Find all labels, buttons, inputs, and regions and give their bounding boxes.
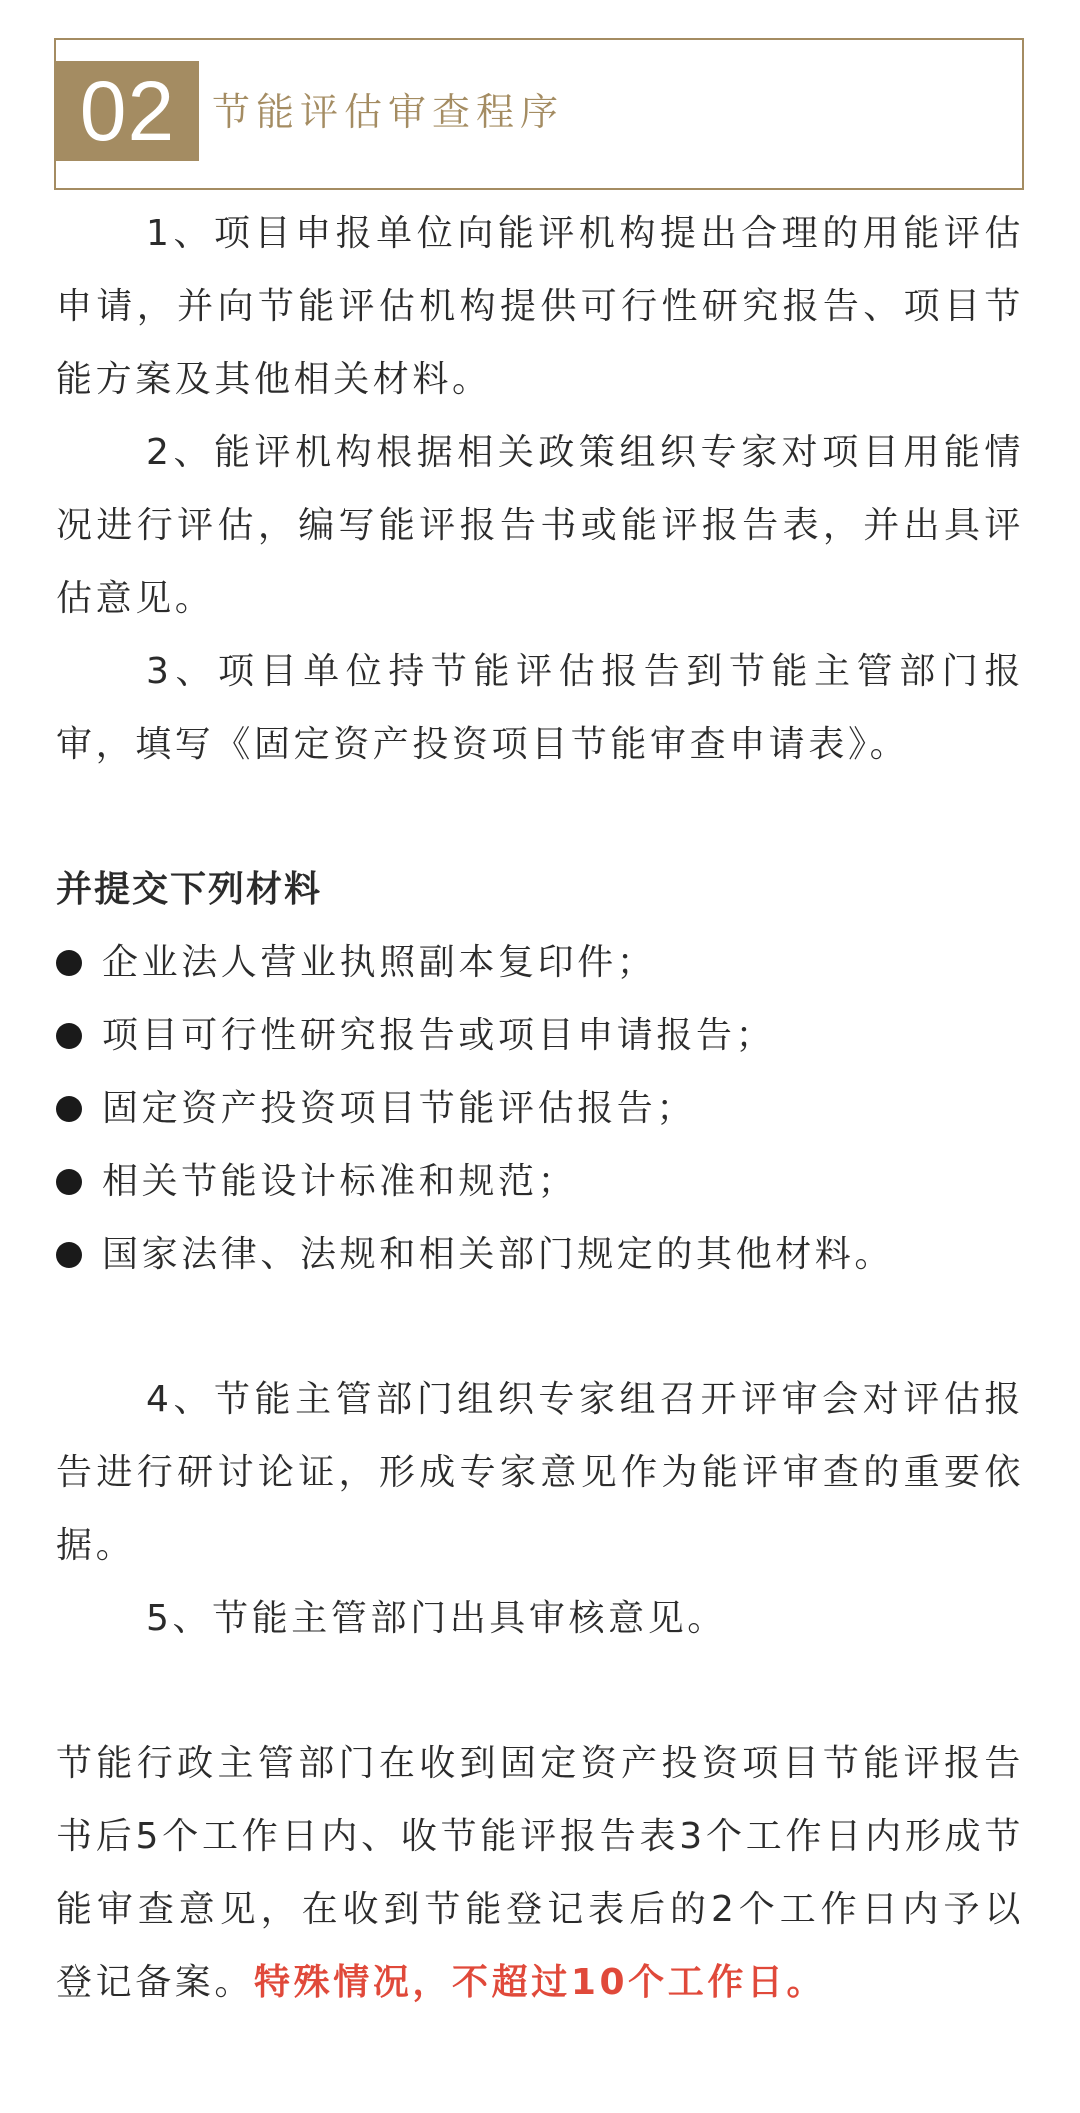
step-5-paragraph: 5、节能主管部门出具审核意见。 (146, 1598, 727, 1639)
list-item-text: 企业法人营业执照副本复印件； (102, 942, 657, 983)
step-1-paragraph: 1、项目申报单位向能评机构提出合理的用能评估申请，并向节能评估机构提供可行性研究报告、项目节能方案及其他相关材料。 (56, 213, 1024, 400)
list-item (56, 1072, 1024, 1145)
list-item (56, 999, 1024, 1072)
bullet-icon (56, 1023, 82, 1049)
list-item (56, 1145, 1024, 1218)
list-item-text: 固定资产投资项目节能评估报告； (102, 1088, 697, 1129)
bullet-icon (56, 1096, 82, 1122)
materials-heading: 并提交下列材料 (56, 869, 323, 910)
closing-text: 节能行政主管部门在收到固定资产投资项目节能评报告书后5个工作日内、收节能评报告表3个工作日内形成节能审查意见，在收到节能登记表后的2个工作日内予以登记备案。 (56, 1743, 1024, 2003)
step-3-paragraph: 3、项目单位持节能评估报告到节能主管部门报审，填写《固定资产投资项目节能审查申请表》。 (56, 651, 1024, 765)
bullet-icon (56, 1169, 82, 1195)
list-item-text: 项目可行性研究报告或项目申请报告； (102, 1015, 776, 1056)
step-2-paragraph: 2、能评机构根据相关政策组织专家对项目用能情况进行评估，编写能评报告书或能评报告表，并出具评估意见。 (56, 432, 1024, 619)
closing-paragraph (56, 1727, 1024, 2019)
spacer (56, 1291, 1024, 1363)
bullet-icon (56, 1242, 82, 1268)
materials-list (56, 926, 1024, 1291)
list-item (56, 926, 1024, 999)
list-item (56, 1218, 1024, 1291)
step-4-paragraph: 4、节能主管部门组织专家组召开评审会对评估报告进行研讨论证，形成专家意见作为能评审查的重要依据。 (56, 1379, 1024, 1566)
spacer (56, 781, 1024, 853)
list-item-text: 相关节能设计标准和规范； (102, 1161, 578, 1202)
section-title: 节能评估审查程序 (212, 90, 565, 134)
section-number-badge: 02 (56, 61, 199, 161)
spacer (56, 1655, 1024, 1727)
closing-highlight: 特殊情况，不超过10个工作日。 (254, 1962, 827, 2003)
article-body (56, 197, 1024, 2019)
bullet-icon (56, 950, 82, 976)
list-item-text: 国家法律、法规和相关部门规定的其他材料。 (102, 1234, 895, 1275)
section-header (54, 38, 1024, 190)
